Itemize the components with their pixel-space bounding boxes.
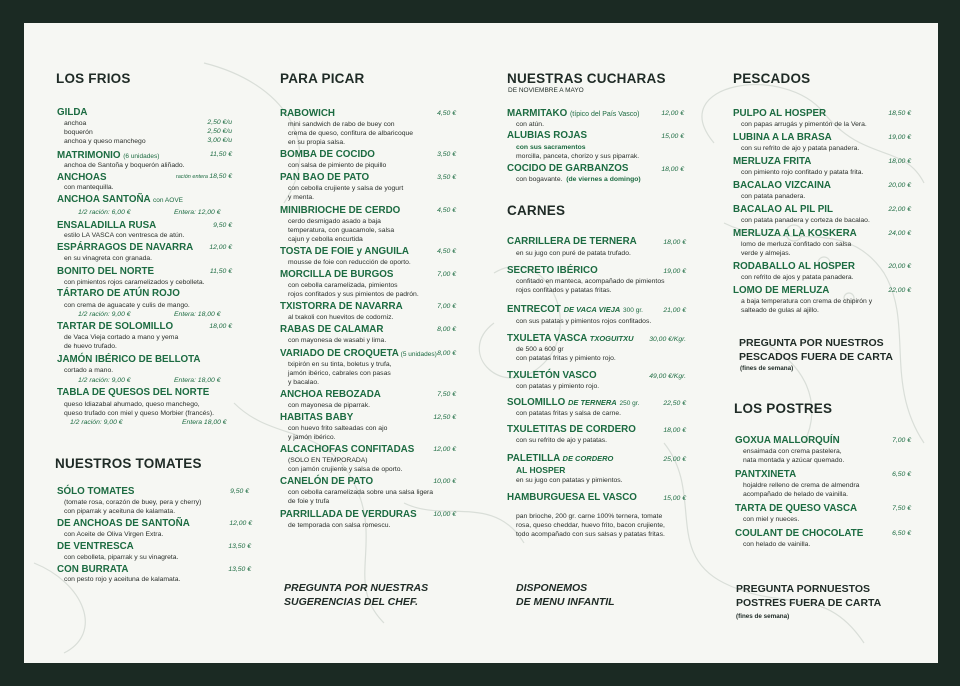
item-gilda: GILDA [57,107,88,118]
pescados-desc: verde y almejas. [741,250,791,257]
item-matrimonio: MATRIMONIO (6 unidades) [57,150,160,161]
picar-desc: con cebolla caramelizada sobre una salsa ligera [288,489,434,497]
txuleton-desc: con patatas y pimiento rojo. [516,383,600,390]
pescados-desc: salteado de gulas al ajillo. [741,307,819,314]
matrimonio-desc: anchoa de Santoña y boquerón aliñado. [64,162,185,169]
rusa-price: 9,50 € [213,222,232,229]
pescados-item: LOMO DE MERLUZA [733,285,830,296]
jamon-desc: cortado a mano. [64,367,114,374]
santona-full: Entera: 12,00 € [174,209,221,216]
picar-item: RABOWICH [280,108,335,119]
picar-desc: con cebolla caramelizada, pimientos [288,282,398,289]
item-ensaladilla-rusa: ENSALADILLA RUSA [57,220,157,231]
picar-item: CANELÓN DE PATO [280,476,374,488]
picar-desc: cajun y cebolla encurtida [288,235,363,243]
picar-desc: y menta. [288,194,315,202]
postres-item: GOXUA MALLORQUÍN [735,435,840,446]
postres-desc: con miel y nueces. [743,516,800,523]
postres-promo: PREGUNTA PORNUESTOS POSTRES FUERA DE CARTA [736,583,882,609]
postres-item: TARTA DE QUESO VASCA [735,503,858,514]
carrillera-price: 18,00 € [663,239,686,246]
item-anchoas: ANCHOAS [57,172,107,183]
quesos-full: Entera 18,00 € [182,419,227,426]
picar-item: TXISTORRA DE NAVARRA [280,301,403,313]
solo-desc-2: con piparrak y aceituna de kalamata. [64,508,176,515]
menu-infantil-promo: DISPONEMOS DE MENU INFANTIL [516,582,615,608]
picar-item: PARRILLADA DE VERDURAS [280,508,417,520]
pescados-item: BACALAO AL PIL PIL [733,204,833,215]
solomillo-desc-1: de Vaca Vieja cortado a mano y yema [64,334,179,341]
postres-price: 6,50 € [892,530,911,537]
pescados-desc: lomo de merluza confitado con salsa [741,241,852,248]
picar-desc: de temporada con salsa romescu. [288,521,391,529]
item-carrillera: CARRILLERA DE TERNERA [507,236,637,247]
postres-desc: ensaimada con crema pastelera, [743,448,842,455]
txuletitas-desc: con su refrito de ajo y patatas. [516,437,608,444]
santona-half: 1/2 ración: 6,00 € [78,209,131,216]
picar-price: 3,50 € [437,151,456,159]
picar-item: VARIADO DE CROQUETA (5 unidades) [280,347,437,359]
tartaro-desc: con crema de aguacate y culis de mango. [64,302,190,309]
paletilla-desc: en su jugo con patatas y pimientos. [516,477,623,484]
picar-item: TOSTA DE FOIE y ANGUILA [280,245,409,257]
pescados-desc: a baja temperatura con crema de chipirón y [741,298,873,305]
item-tartaro: TÁRTARO DE ATÚN ROJO [57,288,180,299]
pescados-price: 24,00 € [888,230,911,237]
picar-item: HABITAS BABY [280,412,354,423]
gilda-row-3: anchoa y queso manchego [64,138,146,145]
item-tomate-burrata: CON BURRATA [57,564,129,575]
item-hamburguesa: HAMBURGUESA EL VASCO [507,492,637,503]
picar-item: BOMBA DE COCIDO [280,149,375,161]
alubias-desc-1: con sus sacramentos [516,144,586,151]
gilda-row-2: boquerón [64,129,93,136]
picar-item: PAN BAO DE PATO [280,172,370,184]
pescados-price: 18,00 € [888,158,911,165]
picar-item: ANCHOA REBOZADA [280,388,381,400]
hamburguesa-desc-2: rosa, queso cheddar, huevo frito, bacon crujiente, [516,522,665,529]
pescados-desc: con papas arrugás y pimentón de la Vera. [741,121,867,128]
txuleta-desc-1: de 500 a 600 gr [516,346,564,353]
item-txuleta: TXULETA VASCA TXOGUITXU [507,333,634,344]
marmitako-price: 12,00 € [661,110,684,117]
postres-desc: con helado de vainilla. [743,541,811,548]
entrecot-desc: con sus patatas y pimientos rojos confitados. [516,318,652,325]
item-anchoa-santona: ANCHOA SANTOÑA con AOVE [57,194,183,205]
section-title-postres: LOS POSTRES [734,401,833,416]
picar-desc: cerdo desmigado asado a baja [288,217,381,225]
marmitako-desc: con atún. [516,121,544,128]
item-alubias: ALUBIAS ROJAS [507,130,588,141]
item-tartar-solomillo: TARTAR DE SOLOMILLO [57,321,174,332]
postres-desc: acompañado de helado de vainilla. [743,491,849,498]
carrillera-desc: en su jugo con puré de patata trufado. [516,250,631,257]
picar-desc: con cebolla crujiente y salsa de yogurt [288,185,404,193]
solo-price: 9,50 € [230,488,249,495]
postres-price: 6,50 € [892,471,911,478]
pescados-item: BACALAO VIZCAINA [733,180,831,191]
item-solomillo-ternera: SOLOMILLO DE TERNERA 250 gr. [507,397,640,408]
picar-desc: txipirón en su tinta, boletus y trufa, [288,360,392,368]
pescados-desc: con refrito de ajos y patata panadera. [741,274,854,281]
picar-item: ALCACHOFAS CONFITADAS [280,444,415,456]
pescados-item: MERLUZA A LA KOSKERA [733,228,857,239]
esparragos-price: 12,00 € [209,244,232,251]
picar-item: RABAS DE CALAMAR [280,324,384,336]
postres-item: PANTXINETA [735,469,797,480]
cucharas-subtitle: DE NOVIEMBRE A MAYO [508,87,584,94]
solomillo-ternera-desc: con patatas fritas y salsa de carne. [516,410,622,417]
item-bonito: BONITO DEL NORTE [57,266,155,277]
postres-price: 7,50 € [892,505,911,512]
picar-price: 3,50 € [437,174,456,182]
picar-desc: con salsa de pimiento de piquillo [288,162,387,170]
pescados-desc: con su refrito de ajo y patata panadera. [741,145,860,152]
item-esparragos: ESPÁRRAGOS DE NAVARRA [57,242,194,253]
gilda-price-1: 2,50 €/u [207,119,232,126]
picar-item: MINIBRIOCHE DE CERDO [280,204,401,216]
hamburguesa-price: 15,00 € [663,495,686,502]
bonito-price: 11,50 € [209,268,232,275]
jamon-full: Entera: 18,00 € [174,377,221,384]
tomate-anchoas-desc: con Aceite de Oliva Virgen Extra. [64,531,164,538]
jamon-half: 1/2 ración: 9,00 € [78,377,131,384]
picar-price: 4,50 € [437,110,456,117]
picar-desc: (SOLO EN TEMPORADA) [288,457,368,465]
bonito-desc: con pimientos rojos caramelizados y cebolleta. [64,279,205,286]
burrata-desc: con pesto rojo y aceituna de kalamata. [64,576,181,583]
item-tomate-ventresca: DE VENTRESCA [57,541,134,552]
pescados-desc: con pimiento rojo confitado y patata frita. [741,169,864,176]
picar-desc: mini sandwich de rabo de buey con [288,121,395,128]
postres-item: COULANT DE CHOCOLATE [735,528,864,539]
secreto-desc-1: confitado en manteca, acompañado de pimientos [516,278,665,285]
quesos-half: 1/2 ración: 9,00 € [70,419,123,426]
pescados-item: LUBINA A LA BRASA [733,132,832,143]
pescados-promo: PREGUNTA POR NUESTROS PESCADOS FUERA DE CARTA [739,337,894,363]
txuleta-desc-2: con patatas fritas y pimiento rojo. [516,355,616,362]
item-jamon: JAMÓN IBÉRICO DE BELLOTA [57,354,201,365]
item-txuletitas: TXULETITAS DE CORDERO [507,424,636,435]
gilda-row-1: anchoa [64,120,87,127]
picar-price: 10,00 € [433,510,456,518]
rusa-desc: estilo LA VASCA con ventresca de atún. [64,232,185,239]
paletilla-sub: AL HOSPER [516,465,566,475]
ventresca-desc: con cebolleta, piparrak y su vinagreta. [64,554,179,561]
menu-sheet [24,23,938,663]
picar-desc: crema de queso, confitura de albaricoque [288,130,414,137]
pescados-item: PULPO AL HOSPER [733,108,827,119]
picar-desc: y jamón ibérico. [288,434,336,441]
tomate-anchoas-price: 12,00 € [229,520,252,527]
cocido-desc: con bogavante. (de viernes a domingo) [516,176,641,183]
pescados-desc: con patata panadera y corteza de bacalao. [741,217,870,224]
tartaro-half: 1/2 ración: 9,00 € [78,311,131,318]
section-title-tomates: NUESTROS TOMATES [55,456,202,471]
picar-desc: y bacalao. [288,378,319,386]
picar-item: MORCILLA DE BURGOS [280,269,394,280]
picar-price: 7,50 € [437,390,456,398]
anchoas-desc: con mantequilla. [64,184,114,191]
item-txuleton: TXULETÓN VASCO [507,370,597,381]
alubias-price: 15,00 € [661,133,684,140]
cocido-price: 18,00 € [661,166,684,173]
picar-desc: con mayonesa de wasabi y lima. [288,337,387,345]
picar-desc: con huevo frito salteadas con ajo [288,425,388,432]
section-title-cucharas: NUESTRAS CUCHARAS [507,71,666,86]
pescados-price: 22,00 € [888,206,911,213]
pescados-item: RODABALLO AL HOSPER [733,261,855,272]
picar-price: 8,00 € [437,349,456,357]
pescados-price: 18,50 € [888,110,911,117]
solomillo-desc-2: de huevo trufado. [64,343,117,350]
pescados-promo-note: (fines de semana) [740,365,794,372]
solomillo-price: 18,00 € [209,323,232,330]
picar-price: 12,00 € [433,446,456,454]
pescados-price: 20,00 € [888,182,911,189]
picar-price: 7,00 € [437,271,456,278]
picar-desc: de foie y trufa [288,498,330,506]
postres-promo-note: (fines de semana) [736,613,790,620]
tartaro-full: Entera: 18,00 € [174,311,221,318]
hamburguesa-desc-1: pan brioche, 200 gr. carne 100% ternera, tomate [516,513,663,520]
txuleta-price: 30,00 €/Kgr. [649,336,686,343]
quesos-desc-2: queso trufado con miel y queso Morbier (francés). [64,410,214,417]
picar-price: 4,50 € [437,247,456,255]
entrecot-price: 21,00 € [663,307,686,314]
section-title-pescados: PESCADOS [733,71,811,86]
txuleton-price: 49,00 €/Kgr. [649,373,686,380]
item-marmitako: MARMITAKO (típico del País Vasco) [507,108,640,119]
section-title-picar: PARA PICAR [280,71,365,86]
postres-desc: hojaldre relleno de crema de almendra [743,482,860,489]
secreto-price: 19,00 € [663,268,686,275]
section-title-frios: LOS FRIOS [56,71,131,86]
picar-desc: con mayonesa de piparrak. [288,401,370,409]
pescados-price: 19,00 € [888,134,911,141]
quesos-desc-1: queso Idiazabal ahumado, queso manchego, [64,401,200,408]
item-solo-tomates: SÓLO TOMATES [57,486,135,497]
ventresca-price: 13,50 € [228,543,251,550]
item-secreto: SECRETO IBÉRICO [507,265,598,276]
picar-price: 10,00 € [433,478,456,486]
picar-price: 7,00 € [437,303,456,311]
hamburguesa-desc-3: todo acompañado con sus salsas y patatas fritas. [516,531,665,538]
esparragos-desc: en su vinagreta con granada. [64,255,153,262]
picar-desc: mousse de foie con reducción de oporto. [288,258,411,266]
pescados-item: MERLUZA FRITA [733,156,812,167]
solo-desc-1: (tomate rosa, corazón de buey, pera y cherry) [64,499,202,506]
picar-price: 4,50 € [437,206,456,214]
alubias-desc-2: morcilla, panceta, chorizo y sus piparrak. [516,153,640,160]
chef-suggestions-promo: PREGUNTA POR NUESTRAS SUGERENCIAS DEL CHEF. [284,582,429,608]
item-cocido: COCIDO DE GARBANZOS [507,163,629,174]
picar-price: 8,00 € [437,326,456,334]
matrimonio-price: 11,50 € [209,151,232,158]
gilda-price-3: 3,00 €/u [207,137,232,144]
pescados-desc: con patata panadera. [741,193,806,200]
picar-price: 12,50 € [433,414,456,421]
anchoas-ration: ración entera [175,174,208,180]
picar-desc: en su propia salsa. [288,139,346,146]
item-tomate-anchoas: DE ANCHOAS DE SANTOÑA [57,518,190,529]
pescados-price: 20,00 € [888,263,911,270]
picar-desc: con jamón crujiente y salsa de oporto. [288,466,403,474]
postres-price: 7,00 € [892,437,911,444]
picar-desc: temperatura, con guacamole, salsa [288,226,395,234]
paletilla-price: 25,00 € [663,456,686,463]
picar-desc: rojos confitados y sus pimientos de padrón. [288,291,419,298]
secreto-desc-2: rojos confitados y patatas fritas. [516,287,612,294]
anchoas-price: 18,50 € [209,173,232,180]
picar-desc: al txakoli con huevitos de codorniz. [288,314,394,322]
section-title-carnes: CARNES [507,203,566,218]
pescados-price: 22,00 € [888,287,911,294]
postres-desc: nata montada y azúcar quemado. [743,457,845,464]
burrata-price: 13,50 € [228,566,251,573]
item-paletilla: PALETILLA DE CORDERO [507,453,614,464]
gilda-price-2: 2,50 €/u [207,128,232,135]
solomillo-ternera-price: 22,50 € [663,400,686,407]
picar-desc: jamón ibérico, cabrales con pasas [288,369,391,377]
item-entrecot: ENTRECOT DE VACA VIEJA 300 gr. [507,304,643,315]
item-quesos: TABLA DE QUESOS DEL NORTE [57,387,210,398]
txuletitas-price: 18,00 € [663,427,686,434]
